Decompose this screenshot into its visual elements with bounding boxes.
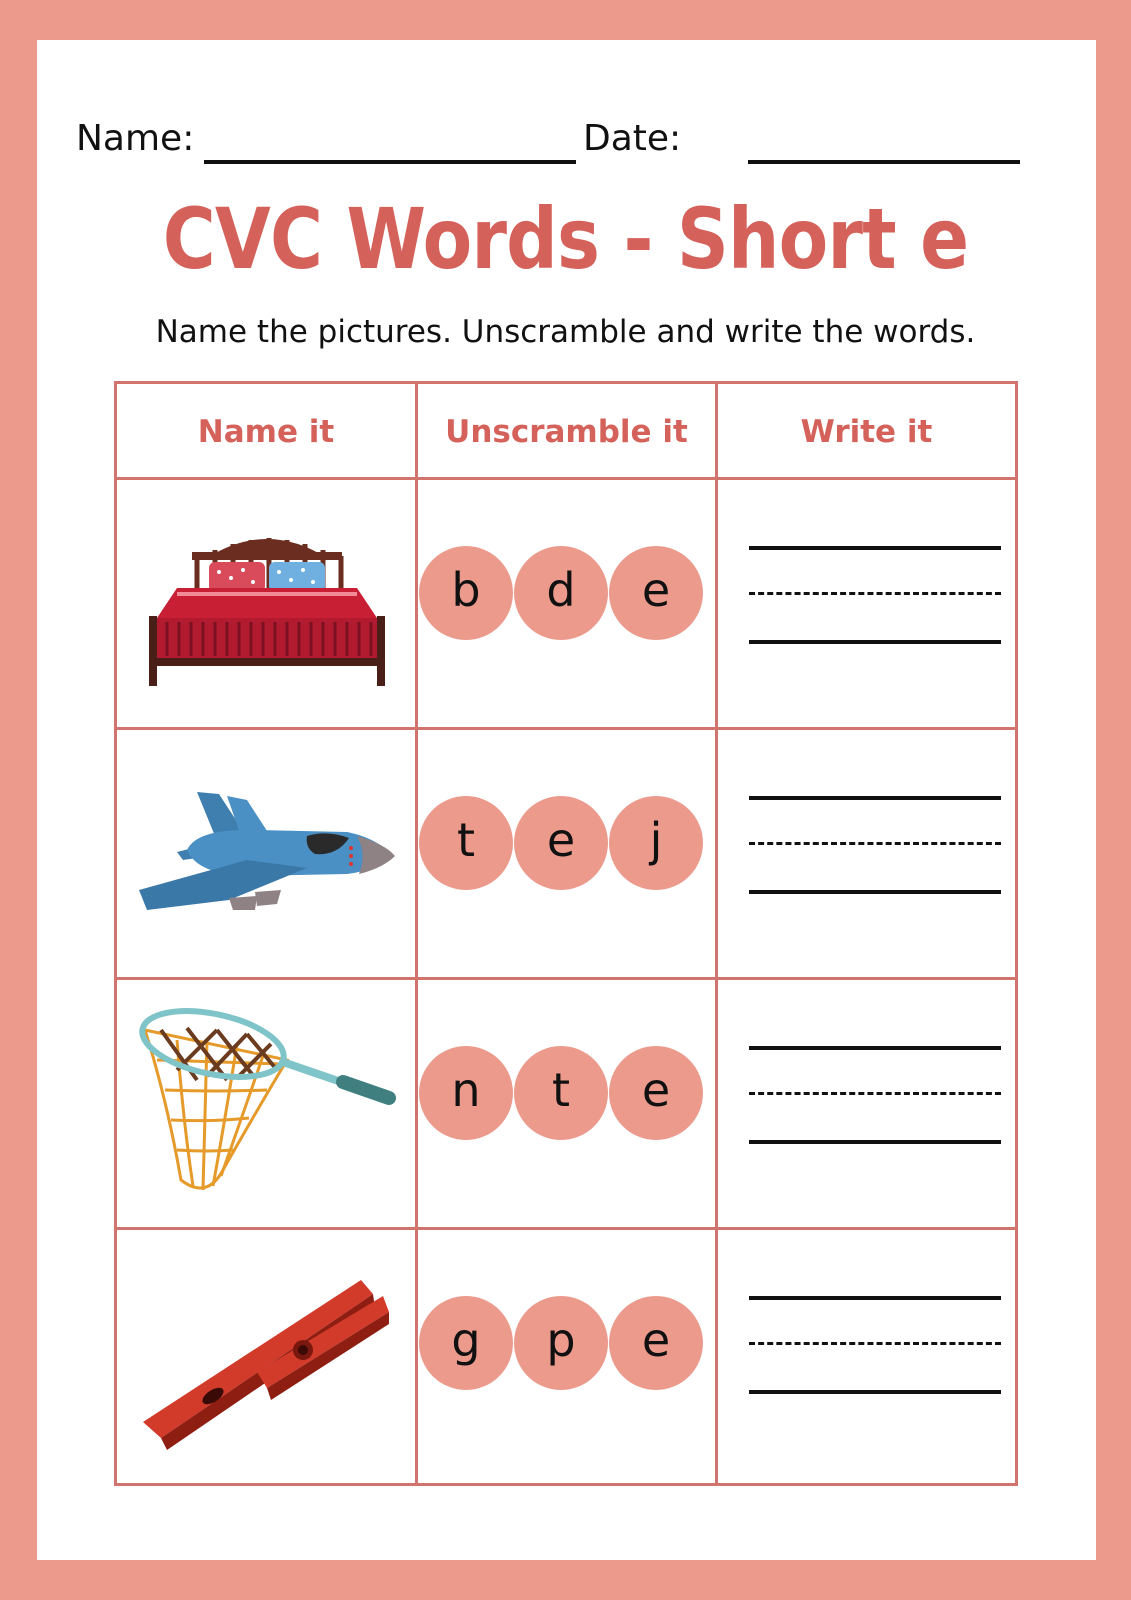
writing-line-dashed bbox=[749, 1342, 1001, 1345]
letter-circle: e bbox=[609, 1046, 703, 1140]
writing-line-dashed bbox=[749, 592, 1001, 595]
writing-line-top bbox=[749, 1296, 1001, 1300]
write-lines[interactable] bbox=[749, 796, 1001, 906]
scrambled-letters bbox=[419, 796, 719, 896]
writing-line-base bbox=[749, 640, 1001, 644]
table-row bbox=[117, 480, 1015, 730]
scrambled-letters bbox=[419, 1046, 719, 1146]
scrambled-letters bbox=[419, 1296, 719, 1396]
writing-line-base bbox=[749, 1140, 1001, 1144]
letter-circle: e bbox=[514, 796, 608, 890]
write-lines[interactable] bbox=[749, 1296, 1001, 1406]
column-header-unscramble-it: Unscramble it bbox=[445, 414, 688, 450]
writing-line-top bbox=[749, 1046, 1001, 1050]
column-header-write-it: Write it bbox=[800, 414, 933, 450]
table-row bbox=[117, 1230, 1015, 1480]
writing-line-base bbox=[749, 1390, 1001, 1394]
header-fields bbox=[76, 112, 1020, 172]
table-row bbox=[117, 980, 1015, 1230]
writing-line-dashed bbox=[749, 1092, 1001, 1095]
writing-line-dashed bbox=[749, 842, 1001, 845]
bed-icon bbox=[137, 500, 397, 710]
writing-line-top bbox=[749, 546, 1001, 550]
column-header-name-it: Name it bbox=[197, 414, 335, 450]
letter-circle: e bbox=[609, 1296, 703, 1390]
letter-circle: e bbox=[609, 546, 703, 640]
letter-circle: d bbox=[514, 546, 608, 640]
letter-circle: p bbox=[514, 1296, 608, 1390]
jet-icon bbox=[137, 750, 397, 960]
letter-circle: t bbox=[419, 796, 513, 890]
table-row bbox=[117, 730, 1015, 980]
page-title: CVC Words - Short e bbox=[162, 190, 969, 288]
name-field[interactable] bbox=[204, 160, 576, 164]
write-lines[interactable] bbox=[749, 1046, 1001, 1156]
writing-line-base bbox=[749, 890, 1001, 894]
letter-circle: j bbox=[609, 796, 703, 890]
letter-circle: n bbox=[419, 1046, 513, 1140]
name-label: Name: bbox=[76, 118, 195, 159]
letter-circle: g bbox=[419, 1296, 513, 1390]
writing-line-top bbox=[749, 796, 1001, 800]
letter-circle: b bbox=[419, 546, 513, 640]
instructions: Name the pictures. Unscramble and write the words. bbox=[155, 314, 976, 350]
letter-circle: t bbox=[514, 1046, 608, 1140]
date-label: Date: bbox=[583, 118, 682, 159]
date-field[interactable] bbox=[748, 160, 1020, 164]
write-lines[interactable] bbox=[749, 546, 1001, 656]
worksheet-table bbox=[114, 381, 1018, 1486]
net-icon bbox=[137, 1000, 397, 1210]
peg-icon bbox=[137, 1250, 397, 1460]
scrambled-letters bbox=[419, 546, 719, 646]
